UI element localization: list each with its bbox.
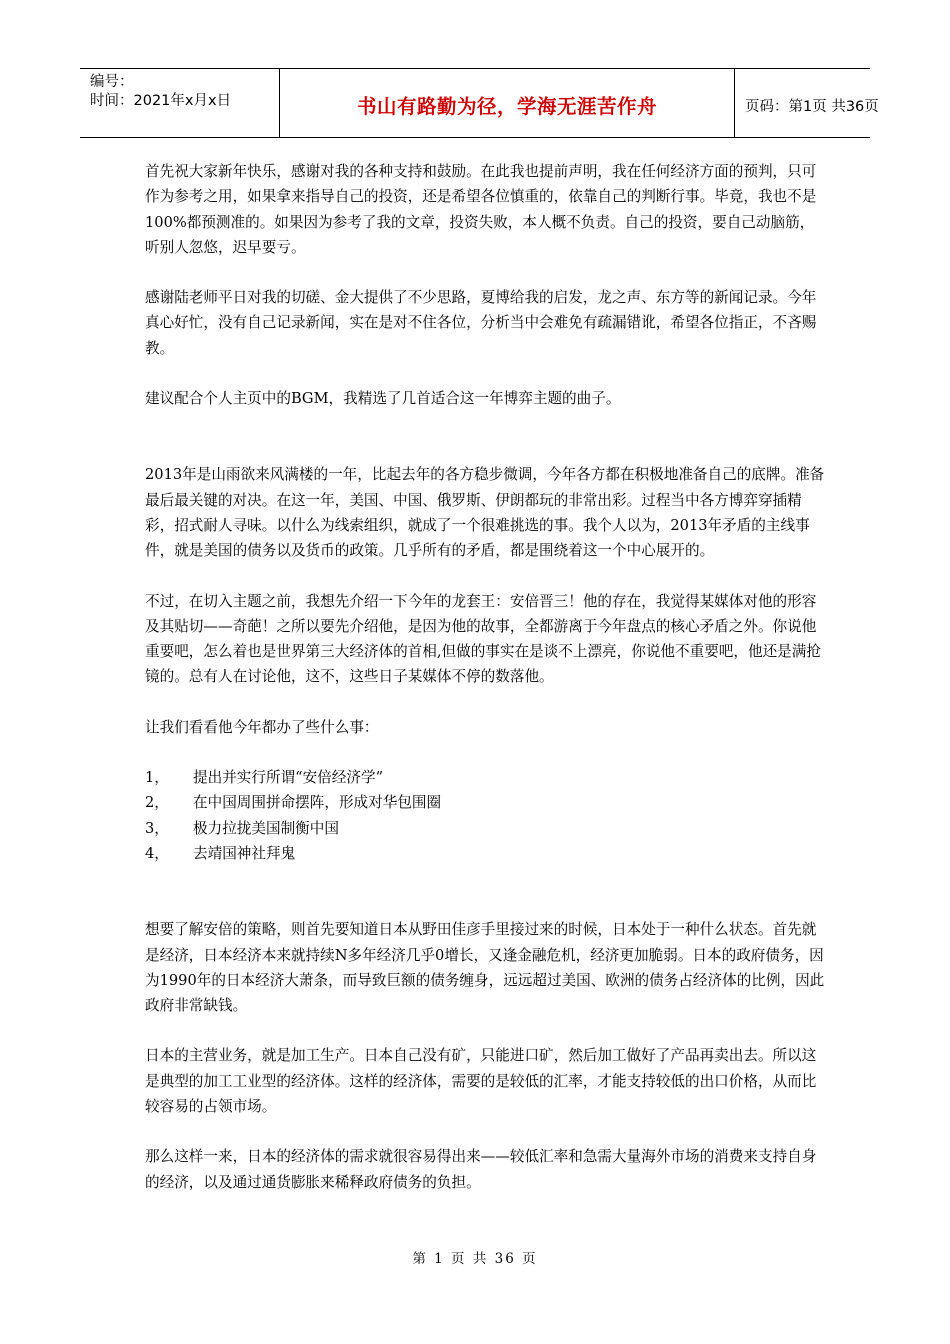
list-item-number: 3， [145,819,169,837]
doc-number-label: 编号： [90,74,134,90]
doc-date-label: 时间：2021年x月x日 [90,93,232,109]
document-body [145,159,825,1195]
paragraph: 感谢陆老师平日对我的切磋、金大提供了不少思路，夏博给我的启发，龙之声、东方等的新闻记录。今年真心好忙，没有自己记录新闻，实在是对不住各位，分析当中会难免有疏漏错讹，希望各位指正，不吝赐教。 [145,289,817,357]
list-item [145,765,825,790]
list-item-number: 2， [145,794,169,812]
list-item-text: 提出并实行所谓“安倍经济学” [193,769,384,787]
list-item-number: 4， [145,844,169,862]
list-item-text: 在中国周围拼命摆阵，形成对华包围圈 [193,794,442,812]
paragraph: 2013年是山雨欲来风满楼的一年，比起去年的各方稳步微调，今年各方都在积极地准备自己的底牌。准备最后最关键的对决。在这一年，美国、中国、俄罗斯、伊朗都玩的非常出彩。过程当中各方博弈穿插精彩，招式耐人寻味。以什么为线索组织，就成了一个很难挑选的事。我个人以为，2013年矛盾的主线事件，就是美国的债务以及货币的政策。几乎所有的矛盾，都是围绕着这一个中心展开的。 [145,466,825,560]
paragraph: 想要了解安倍的策略，则首先要知道日本从野田佳彦手里接过来的时候，日本处于一种什么状态。首先就是经济，日本经济本来就持续N多年经济几乎0增长，又逢金融危机，经济更加脆弱。日本的政府债务，因为1990年的日本经济大萧条，而导致巨额的债务缠身，远远超过美国、欧洲的债务占经济体的比例，因此政府非常缺钱。 [145,921,825,1015]
list-item [145,816,825,841]
paragraph: 建议配合个人主页中的BGM，我精选了几首适合这一年博弈主题的曲子。 [145,390,621,408]
header-page-cell [735,69,879,137]
header-meta-cell [80,69,280,137]
list-item [145,841,825,866]
page-footer: 第 1 页 共 36 页 [412,1251,538,1267]
paragraph: 不过，在切入主题之前，我想先介绍一下今年的龙套王：安倍晋三！他的存在，我觉得某媒体对他的形容及其贴切——奇葩！之所以要先介绍他，是因为他的故事，全都游离于今年盘点的核心矛盾之外。你说他重要吧，怎么着也是世界第三大经济体的首相,但做的事实在是谈不上漂亮，你说他不重要吧，他还是满抢镜的。总有人在讨论他，这不，这些日子某媒体不停的数落他。 [145,592,821,686]
header-motto: 书山有路勤为径，学海无涯苦作舟 [356,95,657,118]
list-item [145,790,825,815]
list-item-text: 极力拉拢美国制衡中国 [193,819,339,837]
paragraph: 日本的主营业务，就是加工生产。日本自己没有矿，只能进口矿，然后加工做好了产品再卖出去。所以这是典型的加工工业型的经济体。这样的经济体，需要的是较低的汇率，才能支持较低的出口价格，从而比较容易的占领市场。 [145,1047,817,1116]
paragraph: 首先祝大家新年快乐，感谢对我的各种支持和鼓励。在此我也提前声明，我在任何经济方面的预判，只可作为参考之用，如果拿来指导自己的投资，还是希望各位慎重的，依靠自己的判断行事。毕竟，我也不是100%都预测准的。如果因为参考了我的文章，投资失败，本人概不负责。自己的投资，要自己动脑筋，听别人忽悠，迟早要亏。 [145,163,817,256]
page-header [80,68,879,138]
paragraph: 那么这样一来，日本的经济体的需求就很容易得出来——较低汇率和急需大量海外市场的消费来支持自身的经济，以及通过通货膨胀来稀释政府债务的负担。 [145,1148,817,1191]
paragraph: 让我们看看他今年都办了些什么事： [145,718,379,736]
list-item-number: 1， [145,769,169,787]
header-motto-cell [280,69,735,137]
header-page-info: 页码：第1页 共36页 [745,98,879,115]
list-item-text: 去靖国神社拜鬼 [193,844,296,862]
